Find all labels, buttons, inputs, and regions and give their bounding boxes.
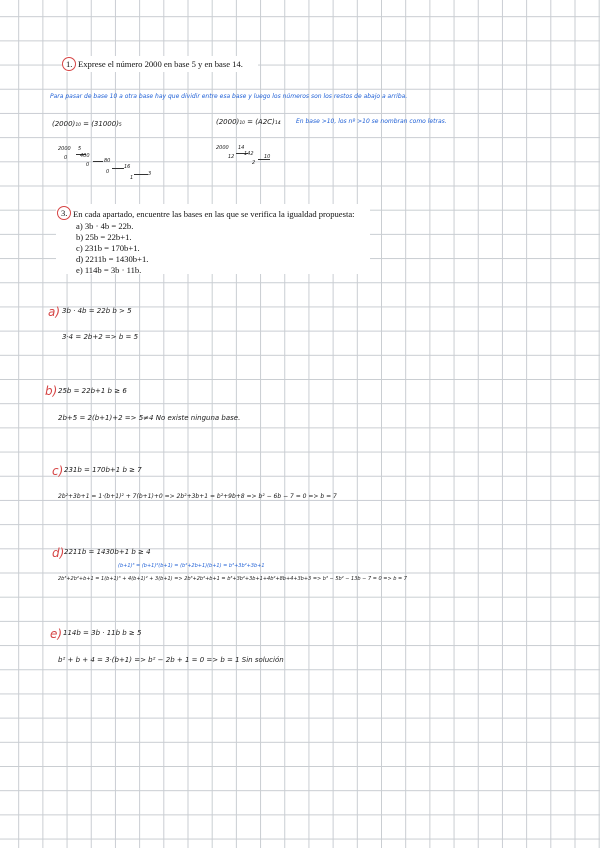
solution-a-line1: 3b · 4b = 22b b > 5 xyxy=(62,307,132,315)
solution-d-aside: (b+1)³ = (b+1)²(b+1) = (b²+2b+1)(b+1) = b³+3b²+3b+1 xyxy=(118,563,265,569)
div5-dividend: 2000 xyxy=(58,146,71,152)
div14-step0: 142 xyxy=(244,151,254,157)
solution-d-label: d) xyxy=(52,546,65,560)
div14-dividend: 2000 xyxy=(216,145,229,151)
div5-step1: 80 xyxy=(104,158,111,164)
div5-rem2: 0 xyxy=(106,169,110,175)
div5-step3: 3 xyxy=(148,171,152,177)
div5-step0: 400 xyxy=(80,153,90,159)
problem3-item-b: b) 25b = 22b+1. xyxy=(76,232,132,242)
problem1-number: 1. xyxy=(66,59,73,69)
solution-b-label: b) xyxy=(45,384,58,398)
div14-rem1: 2 xyxy=(252,160,256,166)
solution-c-line1: 231b = 170b+1 b ≥ 7 xyxy=(64,466,142,474)
div5-bracket2 xyxy=(93,161,103,162)
div5-bracket3 xyxy=(112,168,124,169)
problem1-comment-base14: En base >10, los nº >10 se nombran como letras. xyxy=(296,118,447,125)
div5-divisor: 5 xyxy=(78,146,82,152)
solution-a-line2: 3·4 = 2b+2 => b = 5 xyxy=(62,333,139,341)
div14-divisor: 14 xyxy=(238,145,245,151)
div14-step1: 10 xyxy=(264,154,271,160)
solution-a-label: a) xyxy=(48,305,61,319)
problem1-result-base14: (2000)₁₀ = (A2C)₁₄ xyxy=(216,118,281,126)
solution-b-line1: 25b = 22b+1 b ≥ 6 xyxy=(58,387,127,395)
div5-bracket4 xyxy=(134,174,148,175)
problem3-number: 3. xyxy=(61,208,68,218)
problem3-statement: En cada apartado, encuentre las bases en las que se verifica la igualdad propuesta: xyxy=(73,209,355,219)
problem3-item-c: c) 231b = 170b+1. xyxy=(76,243,140,253)
solution-e-line2: b² + b + 4 = 3·(b+1) => b² − 2b + 1 = 0 => b = 1 Sin solución xyxy=(58,656,284,664)
solution-c-label: c) xyxy=(52,464,64,478)
problem3-item-d: d) 2211b = 1430b+1. xyxy=(76,254,149,264)
problem3-item-e: e) 114b = 3b · 11b. xyxy=(76,265,142,275)
div5-rem3: 1 xyxy=(130,175,134,181)
solution-e-line1: 114b = 3b · 11b b ≥ 5 xyxy=(63,629,142,637)
problem1-note: Para pasar de base 10 a otra base hay que dividir entre esa base y luego los números son los restos de abajo a arriba. xyxy=(50,93,408,100)
solution-d-line1: 2211b = 1430b+1 b ≥ 4 xyxy=(64,548,151,556)
problem3-item-a: a) 3b · 4b = 22b. xyxy=(76,221,134,231)
div5-step2: 16 xyxy=(124,164,131,170)
problem1-result-base5: (2000)₁₀ = (31000)₅ xyxy=(52,120,122,128)
div5-rem1: 0 xyxy=(86,162,90,168)
solution-c-line2: 2b²+3b+1 = 1·(b+1)² + 7(b+1)+0 => 2b²+3b+1 = b²+9b+8 => b² − 6b − 7 = 0 => b = 7 xyxy=(58,493,337,500)
solution-e-label: e) xyxy=(50,627,63,641)
solution-b-line2: 2b+5 = 2(b+1)+2 => 5≠4 No existe ninguna base. xyxy=(58,414,241,422)
problem1-statement: Exprese el número 2000 en base 5 y en base 14. xyxy=(78,59,243,69)
div14-rem0: 12 xyxy=(228,154,235,160)
div5-rem0: 0 xyxy=(64,155,68,161)
solution-d-line2: 2b³+2b²+b+1 = 1(b+1)³ + 4(b+1)² + 3(b+1) => 2b³+2b²+b+1 = b³+3b²+3b+1+4b²+8b+4+3b+3 => b³ − 5b² − 13b − 7 = 0 => b = 7 xyxy=(58,576,407,582)
